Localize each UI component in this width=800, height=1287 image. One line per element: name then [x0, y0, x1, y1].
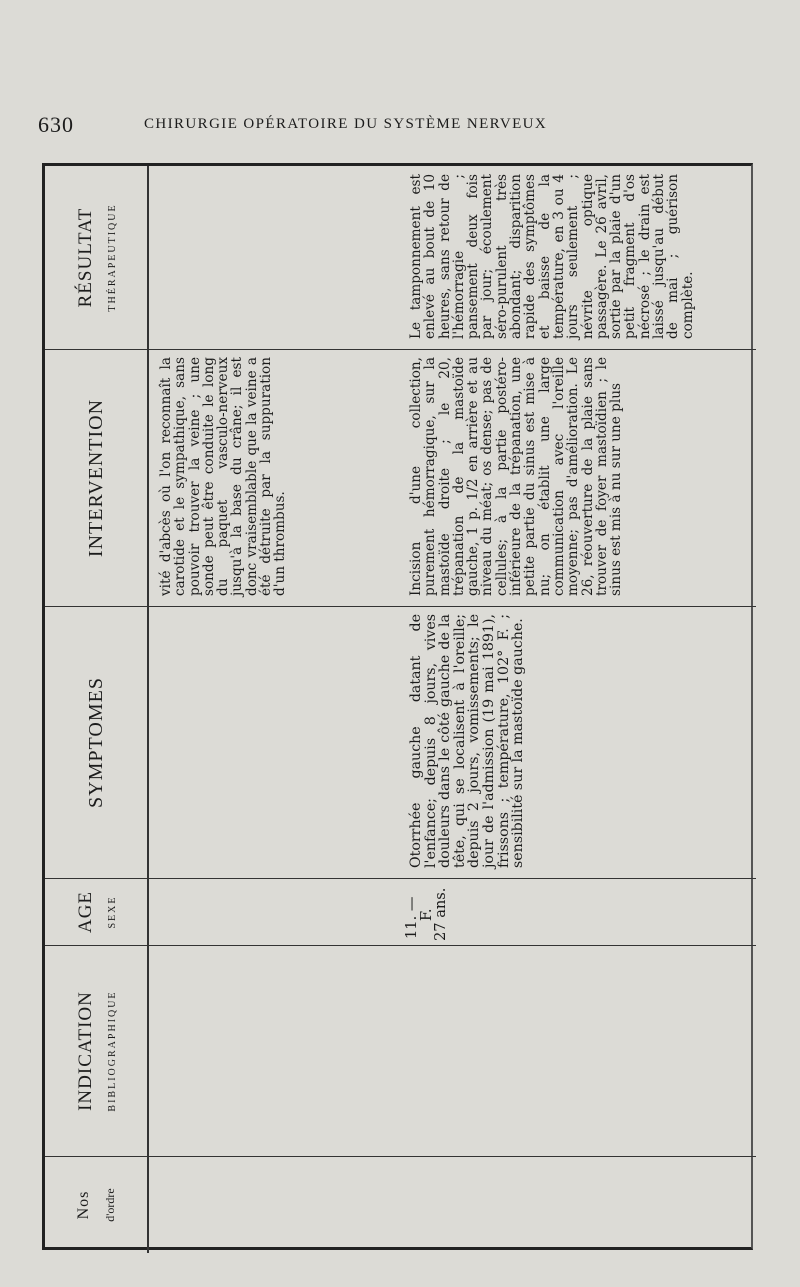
- header-nos-label: Nos: [75, 1190, 92, 1220]
- header-symptomes: [45, 607, 149, 878]
- header-resultat: [45, 166, 149, 349]
- running-head: [0, 112, 800, 142]
- header-resultat-sub: THÉRAPEUTIQUE: [107, 203, 118, 312]
- case-sex: F.: [417, 908, 435, 921]
- column-indication: [45, 945, 756, 1156]
- header-intervention: [45, 350, 149, 606]
- header-intervention-label: INTERVENTION: [85, 398, 107, 558]
- case-age: 27 ans.: [432, 887, 450, 941]
- case-number: 11. —: [403, 896, 420, 939]
- continuation-intervention-text: vité d'abcès où l'on reconnaît la carotide et le sympathique, sans pouvoir trouver la veine ; une sonde peut être conduite le long du paquet vasculo-nerveux jusqu'à la base du crâne; il est donc vraisemblable que la veine a été détruite par la suppuration d'un thrombus.: [158, 357, 289, 596]
- case-intervention-text: Incision d'une collection, purement hémorragique, sur la mastoïde droite ; le 20, trépanation de la mastoïde gauche, 1 p. 1/2 en arrière et au niveau du méat; os dense; pas de cellules; à la partie postéro-inférieure de la trépanation, une petite partie du sinus est mise à nu; on établit une large communication avec l'oreille moyenne; pas d'amélioration. Le 26, réouverture de la plaie sans trouver de foyer mastoïdien ; le sinus est mis à nu sur une plus: [408, 357, 625, 596]
- column-nos: [45, 1156, 756, 1253]
- column-resultat: [45, 166, 756, 349]
- rotated-table: [42, 163, 753, 1250]
- table-rotated-content: [45, 166, 756, 1253]
- header-indication-sub: BIBLIOGRAPHIQUE: [107, 990, 118, 1112]
- header-resultat-label: RÉSULTAT: [75, 207, 96, 308]
- page-number: 630: [38, 112, 74, 137]
- case-symptomes-text: Otorrhée gauche datant de l'enfance; depuis 8 jours, vives douleurs dans le côté gauche de la tête, qui se localisent à l'oreille; depuis 2 jours, vomissements; le jour de l'admission (19 mai 1891), frissons ; température, 102° F. ; sensibilité sur la mastoïde gauche.: [408, 614, 527, 868]
- case-resultat-text: Le tamponnement est enlevé au bout de 10 heures, sans retour de l'hémorragie ; pansement deux fois par jour; écoulement séro-purulent très abondant; disparition rapide des symptômes et baisse de la température, en 3 ou 4 jours seulement ; névrite optique passagère. Le 26 avril, sortie par la plaie d'un petit fragment d'os nécrosé ; le drain est laissé jusqu'au début de mai ; guérison complète.: [408, 174, 696, 339]
- header-nos-sub: d'ordre: [103, 1188, 117, 1222]
- column-symptomes: [45, 606, 756, 878]
- header-indication-label: INDICATION: [75, 991, 96, 1111]
- header-indication: [45, 946, 149, 1156]
- header-age: [45, 879, 149, 945]
- header-nos: [45, 1157, 149, 1253]
- column-age: [45, 878, 756, 945]
- page-title: CHIRURGIE OPÉRATOIRE DU SYSTÈME NERVEUX: [144, 116, 548, 132]
- header-symptomes-label: SYMPTOMES: [85, 677, 107, 808]
- column-intervention: [45, 349, 756, 606]
- header-age-label: AGE: [75, 890, 96, 934]
- header-age-sub: SEXE: [107, 895, 118, 929]
